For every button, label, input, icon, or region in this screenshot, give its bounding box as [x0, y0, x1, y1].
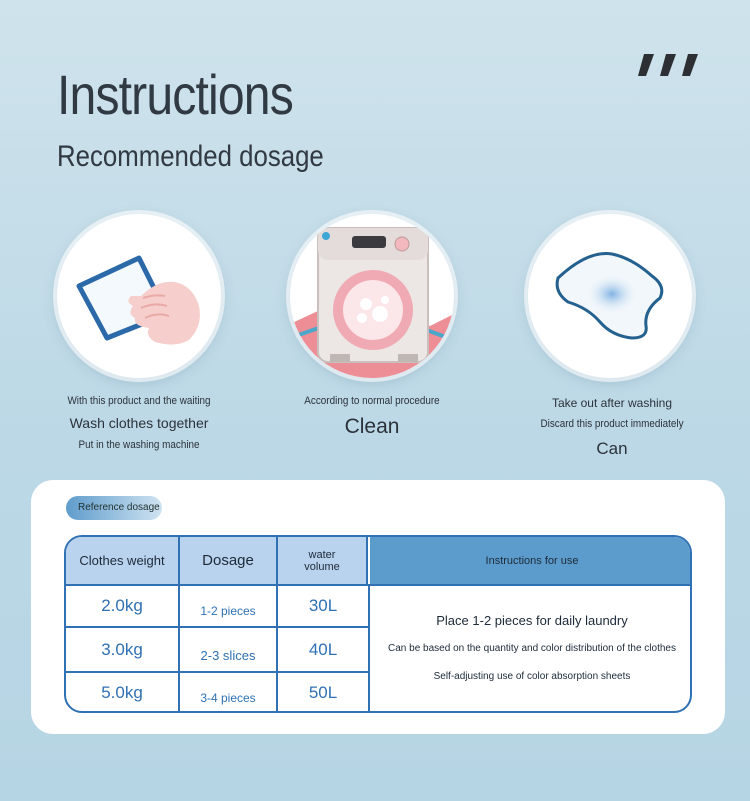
header-water-volume: water volume: [278, 537, 368, 584]
row-2-weight: 3.0kg: [101, 639, 143, 659]
page-subtitle: Recommended dosage: [57, 140, 324, 173]
step-1-image: [57, 214, 221, 378]
dosage-table: [64, 535, 692, 713]
step-3-line-2: Discard this product immediately: [540, 418, 684, 430]
page-title: Instructions: [57, 63, 293, 126]
step-2-line-2: Clean: [344, 415, 400, 438]
instruction-line-2: Can be based on the quantity and color distribution of the clothes: [388, 642, 676, 654]
row-3-weight: 5.0kg: [101, 683, 143, 702]
header-clothes-weight: Clothes weight: [66, 537, 180, 584]
step-1-line-3: Put in the washing machine: [78, 439, 200, 451]
step-2-image: [290, 214, 454, 378]
instruction-line-1: Place 1-2 pieces for daily laundry: [436, 612, 628, 628]
step-1-line-2: Wash clothes together: [69, 415, 209, 431]
row-2-dosage: 2-3 slices: [200, 648, 256, 663]
row-2-water: 40L: [308, 639, 338, 659]
step-1-caption: [29, 395, 249, 451]
step-2-caption: [262, 395, 482, 439]
washing-machine-icon: [290, 214, 454, 378]
used-sheet-icon: [528, 214, 692, 378]
hand-holding-sheet-icon: [57, 214, 221, 378]
step-3-image: [528, 214, 692, 378]
instruction-line-3: Self-adjusting use of color absorption sheets: [433, 670, 631, 682]
header-instructions: Instructions for use: [370, 537, 692, 584]
reference-dosage-label: Reference dosage: [66, 496, 162, 520]
row-1-weight: 2.0kg: [101, 596, 143, 615]
row-1-dosage: 1-2 pieces: [200, 604, 256, 618]
step-2-line-1: According to normal procedure: [304, 395, 440, 407]
step-1-line-1: With this product and the waiting: [67, 395, 211, 407]
step-3-line-3: Can: [596, 439, 628, 458]
header-dosage: Dosage: [180, 537, 278, 584]
row-3-water: 50L: [308, 683, 338, 702]
row-3-dosage: 3-4 pieces: [200, 691, 256, 705]
step-3-line-1: Take out after washing: [551, 396, 673, 410]
step-3-caption: [502, 396, 722, 459]
row-1-water: 30L: [308, 596, 338, 615]
quote-marks-icon: [636, 50, 706, 80]
